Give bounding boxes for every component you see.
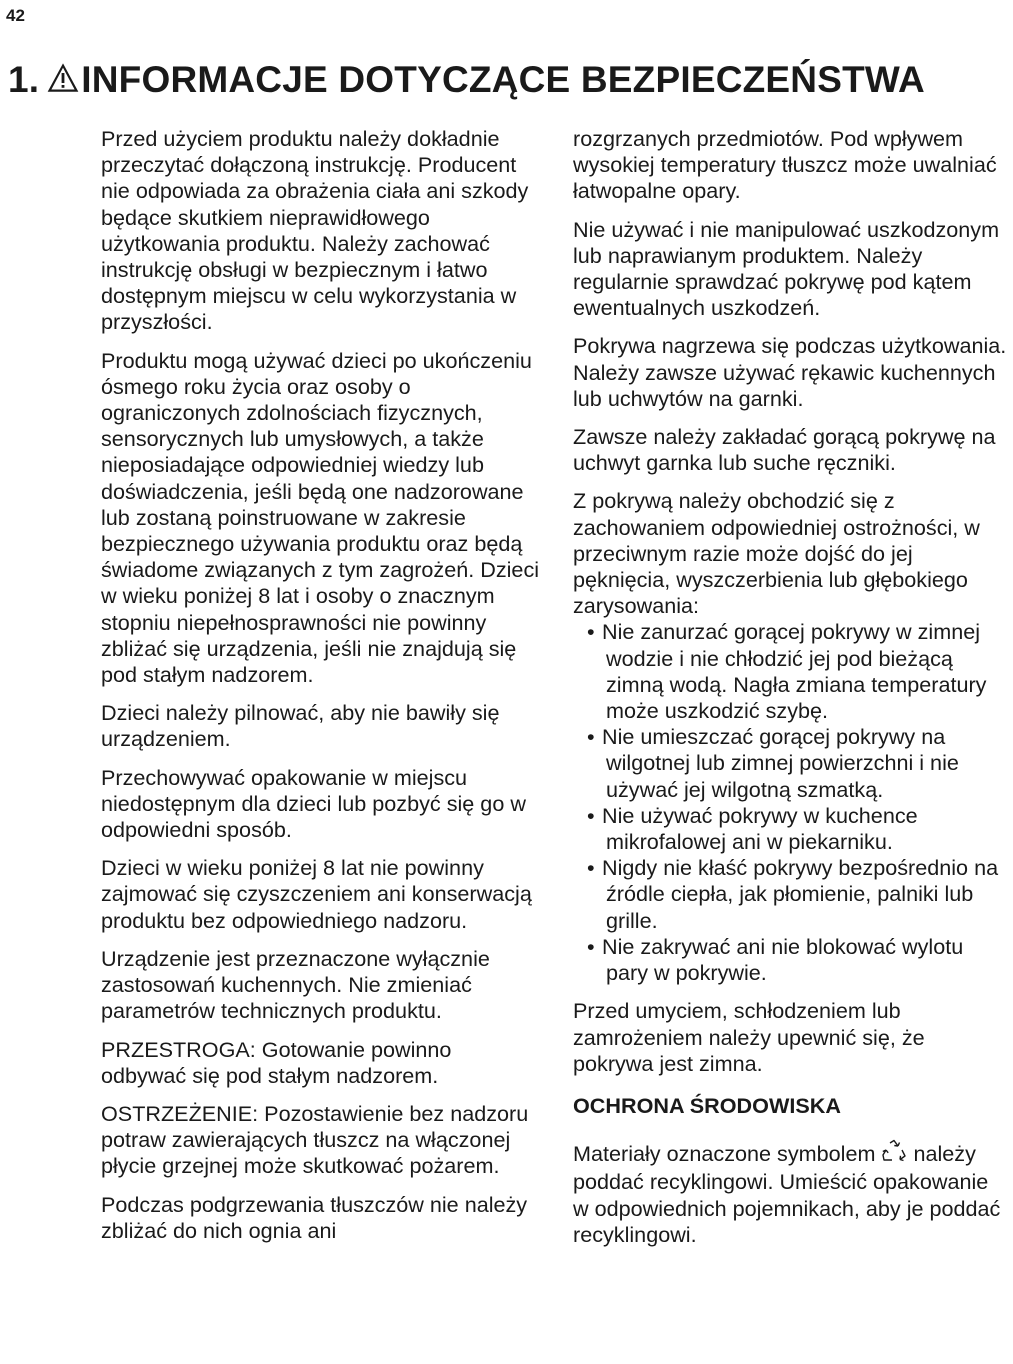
- warning-triangle-icon: [47, 60, 79, 104]
- caution-paragraph: PRZESTROGA: Gotowanie powinno odbywać się pod stałym nadzorem.: [101, 1036, 452, 1088]
- paragraph: Przechowywać opakowanie w miejscu niedostępnym dla dzieci lub pozbyć się go w odpowiedni sposób.: [101, 764, 526, 843]
- lid-handling-list: [573, 619, 1009, 986]
- environment-text-end: należy poddać recyklingowi. Umieścić opakowanie w odpowiednich pojemnikach, aby je poddać recyklingowi.: [573, 1141, 1001, 1247]
- list-item: [573, 619, 1009, 724]
- list-item-text: Nie używać pokrywy w kuchence mikrofalowej ani w piekarniku.: [602, 802, 918, 855]
- list-item-text: Nie umieszczać gorącej pokrywy na wilgotnej lub zimnej powierzchni i nie używać jej wilgotną szmatką.: [602, 724, 959, 802]
- list-item: [573, 803, 1009, 855]
- list-item-text: Nie zanurzać gorącej pokrywy w zimnej wodzie i nie chłodzić jej pod bieżącą zimną wodą. Nagła zmiana temperatury może uszkodzić szybę.: [602, 619, 987, 724]
- warning-paragraph: OSTRZEŻENIE: Pozostawienie bez nadzoru potraw zawierających tłuszcz na włączonej płycie grzejnej może skutkować pożarem.: [101, 1100, 529, 1179]
- list-item-text: Nigdy nie kłaść pokrywy bezpośrednio na źródle ciepła, jak płomienie, palniki lub grille.: [602, 855, 999, 933]
- paragraph: Dzieci w wieku poniżej 8 lat nie powinny zajmować się czyszczeniem ani konserwacją produktu bez odpowiedniego nadzoru.: [101, 855, 532, 933]
- paragraph: Produktu mogą używać dzieci po ukończeniu ósmego roku życia oraz osoby o ograniczonych zdolnościach fizycznych, sensorycznych lub umysłowych, a także nieposiadające odpowiedniej wiedzy lub doświadczenia, jeśli będą one nadzorowane lub zostaną poinstruowane w zakresie bezpiecznego używania produktu oraz będą świadome związanych z tym zagrożeń. Dzieci w wieku poniżej 8 lat i osoby o znacznym stopniu niepełnosprawności nie powinny zbliżać się urządzenia, jeśli nie znajdują się pod stałym nadzorem.: [101, 347, 540, 688]
- section-heading: [8, 58, 925, 104]
- list-item: [573, 724, 1009, 803]
- bullet: •: [587, 802, 595, 828]
- right-column: [573, 126, 1009, 1260]
- section-number: 1.: [8, 59, 40, 100]
- paragraph: Przed użyciem produktu należy dokładnie przeczytać dołączoną instrukcję. Producent nie odpowiada za obrażenia ciała ani szkody będące skutkiem nieprawidłowego użytkowania produktu. Należy zachować instrukcję obsługi w bezpiecznym i łatwo dostępnym miejscu w celu wykorzystania w przyszłości.: [101, 126, 529, 335]
- paragraph: rozgrzanych przedmiotów. Pod wpływem wysokiej temperatury tłuszcz może uwalniać łatwopalne opary.: [573, 126, 997, 204]
- paragraph: Urządzenie jest przeznaczone wyłącznie zastosowań kuchennych. Nie zmieniać parametrów technicznych produktu.: [101, 945, 490, 1024]
- bullet: •: [587, 724, 595, 750]
- list-item: [573, 934, 1009, 986]
- recycle-icon: [881, 1139, 907, 1169]
- environment-text-start: Materiały oznaczone symbolem: [573, 1141, 876, 1167]
- paragraph: Z pokrywą należy obchodzić się z zachowaniem odpowiedniej ostrożności, w przeciwnym razie może dojść do jej pęknięcia, wyszczerbienia lub głębokiego zarysowania:: [573, 488, 980, 619]
- paragraph: Pokrywa nagrzewa się podczas użytkowania. Należy zawsze używać rękawic kuchennych lub uchwytów na garnki.: [573, 333, 1007, 411]
- bullet: •: [587, 933, 595, 959]
- paragraph: Dzieci należy pilnować, aby nie bawiły się urządzeniem.: [101, 700, 500, 752]
- paragraph: Zawsze należy zakładać gorącą pokrywę na uchwyt garnka lub suche ręczniki.: [573, 424, 996, 476]
- paragraph: Podczas podgrzewania tłuszczów nie należy zbliżać do nich ognia ani: [101, 1191, 528, 1243]
- left-column: [101, 126, 541, 1256]
- bullet: •: [587, 855, 595, 881]
- list-item: [573, 855, 1009, 934]
- paragraph: Przed umyciem, schłodzeniem lub zamrożeniem należy upewnić się, że pokrywa jest zimna.: [573, 998, 925, 1076]
- section-title: INFORMACJE DOTYCZĄCE BEZPIECZEŃSTWA: [81, 59, 925, 100]
- list-item-text: Nie zakrywać ani nie blokować wylotu pary w pokrywie.: [602, 933, 964, 986]
- bullet: •: [587, 619, 595, 645]
- paragraph: Nie używać i nie manipulować uszkodzonym lub naprawianym produktem. Należy regularnie sprawdzać pokrywę pod kątem ewentualnych uszkodzeń.: [573, 216, 1000, 321]
- environment-paragraph: [573, 1139, 1009, 1248]
- environment-heading: OCHRONA ŚRODOWISKA: [573, 1092, 841, 1118]
- page-number: 42: [6, 6, 25, 25]
